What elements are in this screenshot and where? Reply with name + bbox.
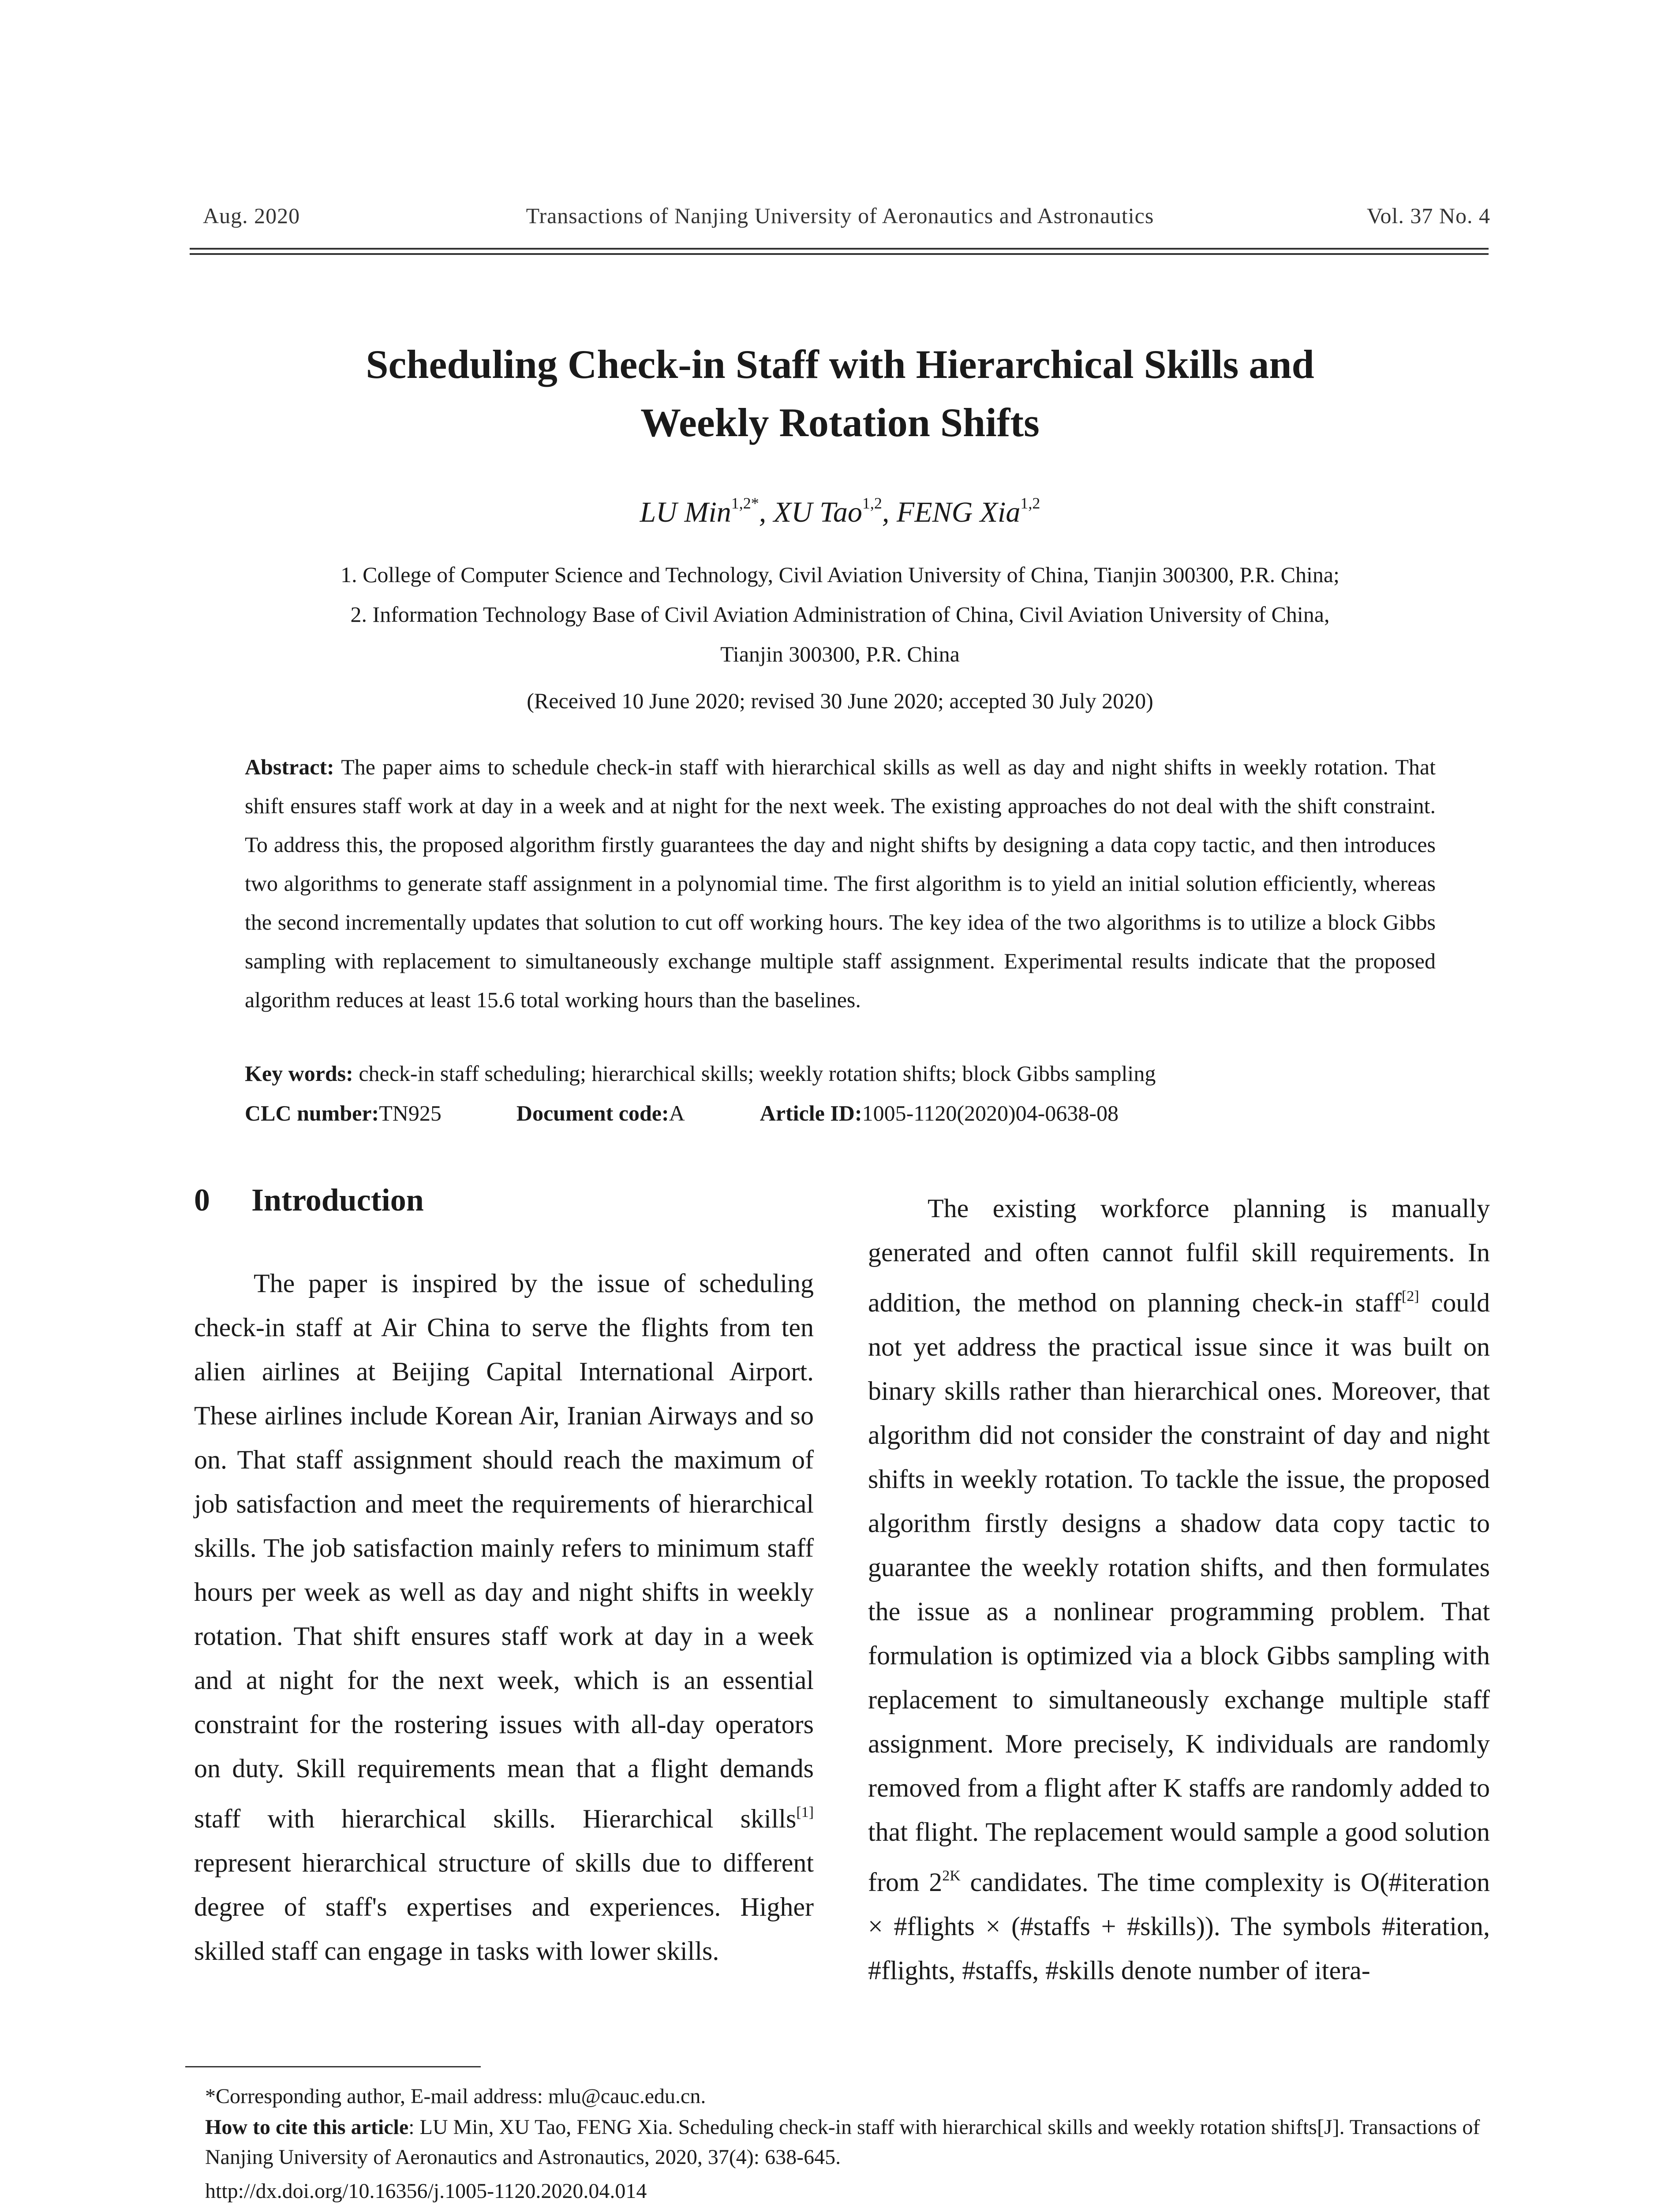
author-name: LU Min xyxy=(640,496,731,528)
section-heading xyxy=(194,1182,424,1218)
section-number: 0 xyxy=(194,1182,210,1218)
author-name: XU Tao xyxy=(773,496,862,528)
doi-link[interactable]: http://dx.doi.org/10.16356/j.1005-1120.2020.04.014 xyxy=(205,2179,647,2203)
received-dates: (Received 10 June 2020; revised 30 June 2020; accepted 30 July 2020) xyxy=(527,688,1153,713)
affiliation-2-cont: Tianjin 300300, P.R. China xyxy=(720,642,960,666)
paragraph-text: The existing workforce planning is manually generated and often cannot fulfil skill requirements. In addition, the method on planning check-in staff xyxy=(868,1194,1490,1317)
keywords xyxy=(245,1061,1436,1086)
paragraph-text: candidates. The time complexity is O(#iteration × #flights × (#staffs + #skills)). The symbols #iteration, #flights, #staffs, #skills denote number of itera- xyxy=(868,1868,1490,1985)
author-list: LU Min$^{1,2*}$, XU Tao$^{1,2}$, FENG Xia$^{1,2}$ xyxy=(640,494,1040,528)
paragraph-text: represent hierarchical structure of skills due to different degree of staff's expertises and experiences. Higher skilled staff can engage in tasks with lower skills. xyxy=(194,1848,814,1966)
header-rule-top xyxy=(190,248,1489,250)
article-id-label: Article ID: xyxy=(760,1101,862,1125)
paper-title xyxy=(0,335,1680,452)
section-title: Introduction xyxy=(251,1182,424,1218)
paragraph xyxy=(868,1186,1490,1992)
paragraph-text: The paper is inspired by the issue of scheduling check-in staff at Air China to serve the flights from ten alien airlines at Beijing Capital International Airport. These airlines include Korean Air, Iranian Airways and so on. That staff assignment should reach the maximum of job satisfaction and meet the requirements of hierarchical skills. The job satisfaction mainly refers to minimum staff hours per week as well as day and night shifts in weekly rotation. That shift ensures staff work at day in a week and at night for the next week, which is an essential constraint for the rostering issues with all-day operators on duty. Skill requirements mean that a flight demands staff with hierarchical skills. Hierarchical skills xyxy=(194,1269,814,1833)
left-column xyxy=(194,1261,814,1973)
keywords-text: check-in staff scheduling; hierarchical skills; weekly rotation shifts; block Gibbs sampling xyxy=(359,1061,1156,1086)
paragraph xyxy=(194,1261,814,1973)
author-affil-sup: 1,2 xyxy=(862,494,882,512)
header-date: Aug. 2020 xyxy=(203,203,300,228)
footnote-corresponding: *Corresponding author, E-mail address: mlu@cauc.edu.cn. xyxy=(205,2085,706,2108)
header-rule-bottom xyxy=(190,253,1489,255)
abstract-label: Abstract: xyxy=(245,755,334,779)
affiliation-2: 2. Information Technology Base of Civil Aviation Administration of China, Civil Aviation University of China, xyxy=(350,602,1330,627)
clc-label: CLC number: xyxy=(245,1101,379,1125)
citation-ref[interactable]: [1] xyxy=(796,1804,814,1820)
article-id-value: 1005-1120(2020)04-0638-08 xyxy=(862,1101,1119,1125)
footnote-rule xyxy=(185,2066,481,2067)
citation-ref[interactable]: [2] xyxy=(1401,1288,1419,1304)
affiliations xyxy=(0,555,1680,674)
author-affil-sup: 1,2 xyxy=(1020,494,1040,512)
title-line-1: Scheduling Check-in Staff with Hierarchical Skills and xyxy=(366,342,1314,387)
header-volume: Vol. 37 No. 4 xyxy=(1366,203,1490,228)
cite-text: : LU Min, XU Tao, FENG Xia. Scheduling check-in staff with hierarchical skills and weekly rotation shifts[J]. Transactions of Nanjing University of Aeronautics and Astronautics, 2020, 37(4): 638-645. xyxy=(205,2115,1480,2169)
title-line-2: Weekly Rotation Shifts xyxy=(640,400,1040,445)
keywords-label: Key words: xyxy=(245,1061,353,1086)
doc-code-value: A xyxy=(669,1101,685,1125)
author-affil-sup: 1,2* xyxy=(731,494,759,512)
paragraph-text: could not yet address the practical issue since it was built on binary skills rather than hierarchical ones. Moreover, that algorithm did not consider the constraint of day and night shifts in weekly rotation. To tackle the issue, the proposed algorithm firstly designs a shadow data copy tactic to guarantee the weekly rotation shifts, and then formulates the issue as a nonlinear programming problem. That formulation is optimized via a block Gibbs sampling with replacement to simultaneously exchange multiple staff assignment. More precisely, K individuals are randomly removed from a flight after K staffs are randomly added to that flight. The replacement would sample a good solution from 2 xyxy=(868,1288,1490,1897)
clc-value: TN925 xyxy=(379,1101,442,1125)
abstract-text: The paper aims to schedule check-in staff with hierarchical skills as well as day and night shifts in weekly rotation. That shift ensures staff work at day in a week and at night for the next week. The existing approaches do not deal with the shift constraint. To address this, the proposed algorithm firstly guarantees the day and night shifts by designing a data copy tactic, and then introduces two algorithms to generate staff assignment in a polynomial time. The first algorithm is to yield an initial solution efficiently, whereas the second incrementally updates that solution to cut off working hours. The key idea of the two algorithms is to utilize a block Gibbs sampling with replacement to simultaneously exchange multiple staff assignment. Experimental results indicate that the proposed algorithm reduces at least 15.6 total working hours than the baselines. xyxy=(245,755,1436,1012)
classification-line xyxy=(245,1100,1436,1126)
author-name: FENG Xia xyxy=(896,496,1021,528)
footnote-citation xyxy=(205,2112,1497,2172)
abstract xyxy=(245,747,1436,1019)
doc-code-label: Document code: xyxy=(516,1101,669,1125)
header-journal: Transactions of Nanjing University of Aeronautics and Astronautics xyxy=(526,203,1154,228)
right-column xyxy=(868,1186,1490,1992)
affiliation-1: 1. College of Computer Science and Technology, Civil Aviation University of China, Tianjin 300300, P.R. China; xyxy=(340,562,1340,587)
cite-label: How to cite this article xyxy=(205,2115,409,2139)
exponent: 2K xyxy=(942,1868,961,1884)
